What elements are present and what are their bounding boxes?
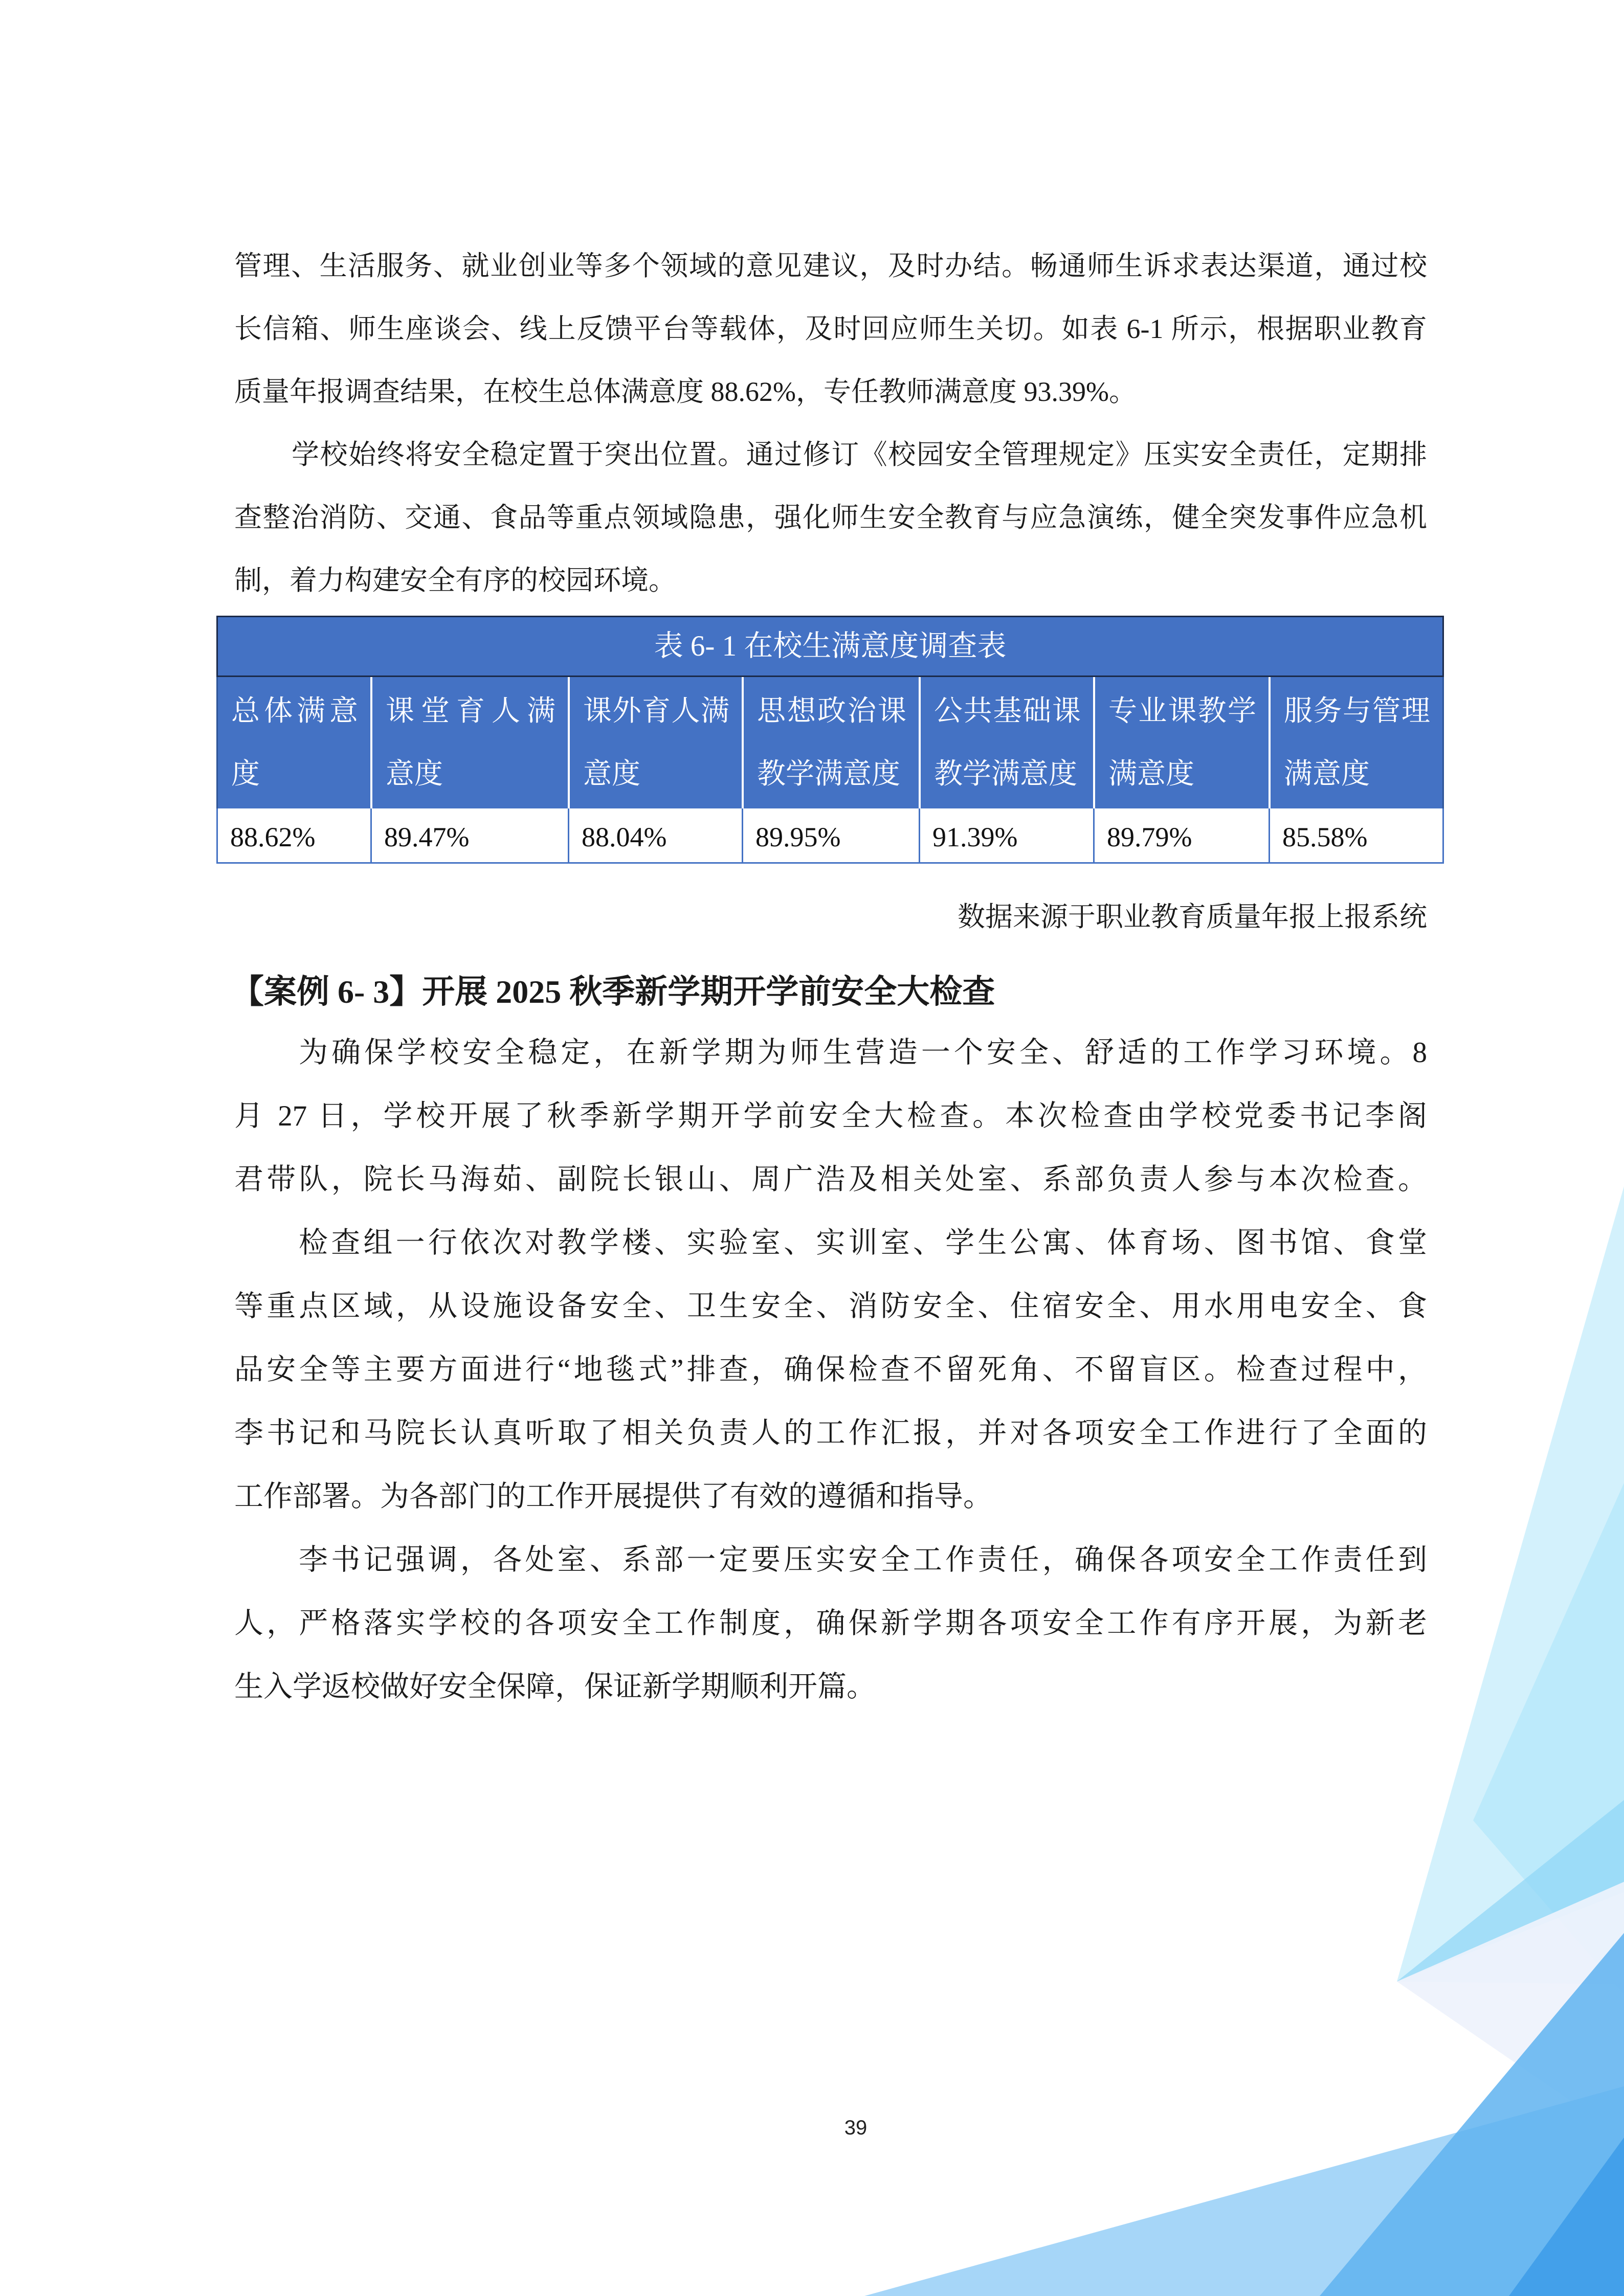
table-cell: 88.62%	[230, 822, 316, 852]
column-header-line: 课外育人满	[583, 695, 729, 727]
column-header-line: 专业课教学	[1108, 695, 1256, 727]
text-line: 检查组一行依次对教学楼、实验室、实训室、学生公寓、体育场、图书馆、食堂	[299, 1227, 1427, 1259]
column-header-line: 教学满意度	[934, 758, 1077, 790]
text-line: 工作部署。为各部门的工作开展提供了有效的遵循和指导。	[234, 1480, 992, 1513]
paragraph	[234, 235, 1427, 423]
column-header-line: 意度	[583, 758, 640, 790]
case-heading: 【案例 6- 3】开展 2025 秋季新学期开学前安全大检查	[231, 974, 995, 1010]
table-cell: 89.79%	[1093, 808, 1269, 862]
column-header-line: 总体满意	[231, 695, 358, 727]
table-cell: 88.04%	[568, 808, 742, 862]
table-cell: 89.95%	[742, 808, 919, 862]
column-header-line: 满意度	[1108, 758, 1194, 790]
text-line: 查整治消防、交通、食品等重点领域隐患，强化师生安全教育与应急演练，健全突发事件应急机	[234, 502, 1427, 533]
column-header	[218, 677, 370, 808]
text-line: 品安全等主要方面进行“地毯式”排查，确保检查不留死角、不留盲区。检查过程中，	[234, 1354, 1427, 1386]
text-line: 质量年报调查结果，在校生总体满意度 88.62%，专任教师满意度 93.39%。	[234, 376, 1137, 407]
paragraph	[234, 1021, 1427, 1211]
table-cell: 85.58%	[1269, 808, 1442, 862]
text-line: 为确保学校安全稳定，在新学期为师生营造一个安全、舒适的工作学习环境。8	[299, 1037, 1427, 1069]
text-line: 制，着力构建安全有序的校园环境。	[234, 565, 676, 596]
text-line: 李书记强调，各处室、系部一定要压实安全工作责任，确保各项安全工作责任到	[299, 1544, 1427, 1576]
paragraph	[234, 423, 1427, 612]
paragraph	[234, 1211, 1427, 1528]
text-line: 生入学返校做好安全保障，保证新学期顺利开篇。	[234, 1671, 876, 1703]
table-source-note: 数据来源于职业教育质量年报上报系统	[958, 902, 1427, 932]
column-header-line: 思想政治课	[757, 695, 906, 727]
column-header	[919, 677, 1093, 808]
column-header	[1093, 677, 1269, 808]
column-header	[568, 677, 742, 808]
paragraph	[234, 1528, 1427, 1719]
text-line: 月 27 日，学校开展了秋季新学期开学前安全大检查。本次检查由学校党委书记李阁	[234, 1100, 1427, 1132]
table-cell: 89.47%	[370, 808, 568, 862]
column-header-line: 满意度	[1284, 758, 1370, 790]
column-header-line: 度	[231, 758, 260, 790]
text-line: 管理、生活服务、就业创业等多个领域的意见建议，及时办结。畅通师生诉求表达渠道，通过校	[234, 251, 1427, 281]
column-header	[370, 677, 568, 808]
page-number: 39	[844, 2117, 867, 2139]
column-header-line: 意度	[386, 758, 443, 790]
text-line: 等重点区域，从设施设备安全、卫生安全、消防安全、住宿安全、用水用电安全、食	[234, 1290, 1427, 1322]
intro-text	[234, 235, 1427, 612]
case-body	[234, 1021, 1427, 1719]
text-line: 君带队，院长马海茹、副院长银山、周广浩及相关处室、系部负责人参与本次检查。	[234, 1163, 1427, 1196]
table-title: 表 6- 1 在校生满意度调查表	[216, 616, 1444, 677]
text-line: 李书记和马院长认真听取了相关负责人的工作汇报，并对各项安全工作进行了全面的	[234, 1417, 1427, 1449]
table-cell: 91.39%	[919, 808, 1093, 862]
column-header-line: 服务与管理	[1284, 695, 1430, 727]
text-line: 长信箱、师生座谈会、线上反馈平台等载体，及时回应师生关切。如表 6-1 所示，根据职业教育	[234, 313, 1427, 344]
column-header	[742, 677, 919, 808]
column-header-line: 教学满意度	[757, 758, 900, 790]
column-header	[1269, 677, 1442, 808]
table-row	[216, 808, 1444, 864]
column-header-line: 公共基础课	[934, 695, 1081, 727]
table-header-row	[216, 677, 1444, 808]
text-line: 学校始终将安全稳定置于突出位置。通过修订《校园安全管理规定》压实安全责任，定期排	[292, 439, 1427, 470]
satisfaction-table	[216, 616, 1444, 864]
text-line: 人，严格落实学校的各项安全工作制度，确保新学期各项安全工作有序开展，为新老	[234, 1607, 1427, 1639]
column-header-line: 课堂育人满	[386, 695, 555, 727]
